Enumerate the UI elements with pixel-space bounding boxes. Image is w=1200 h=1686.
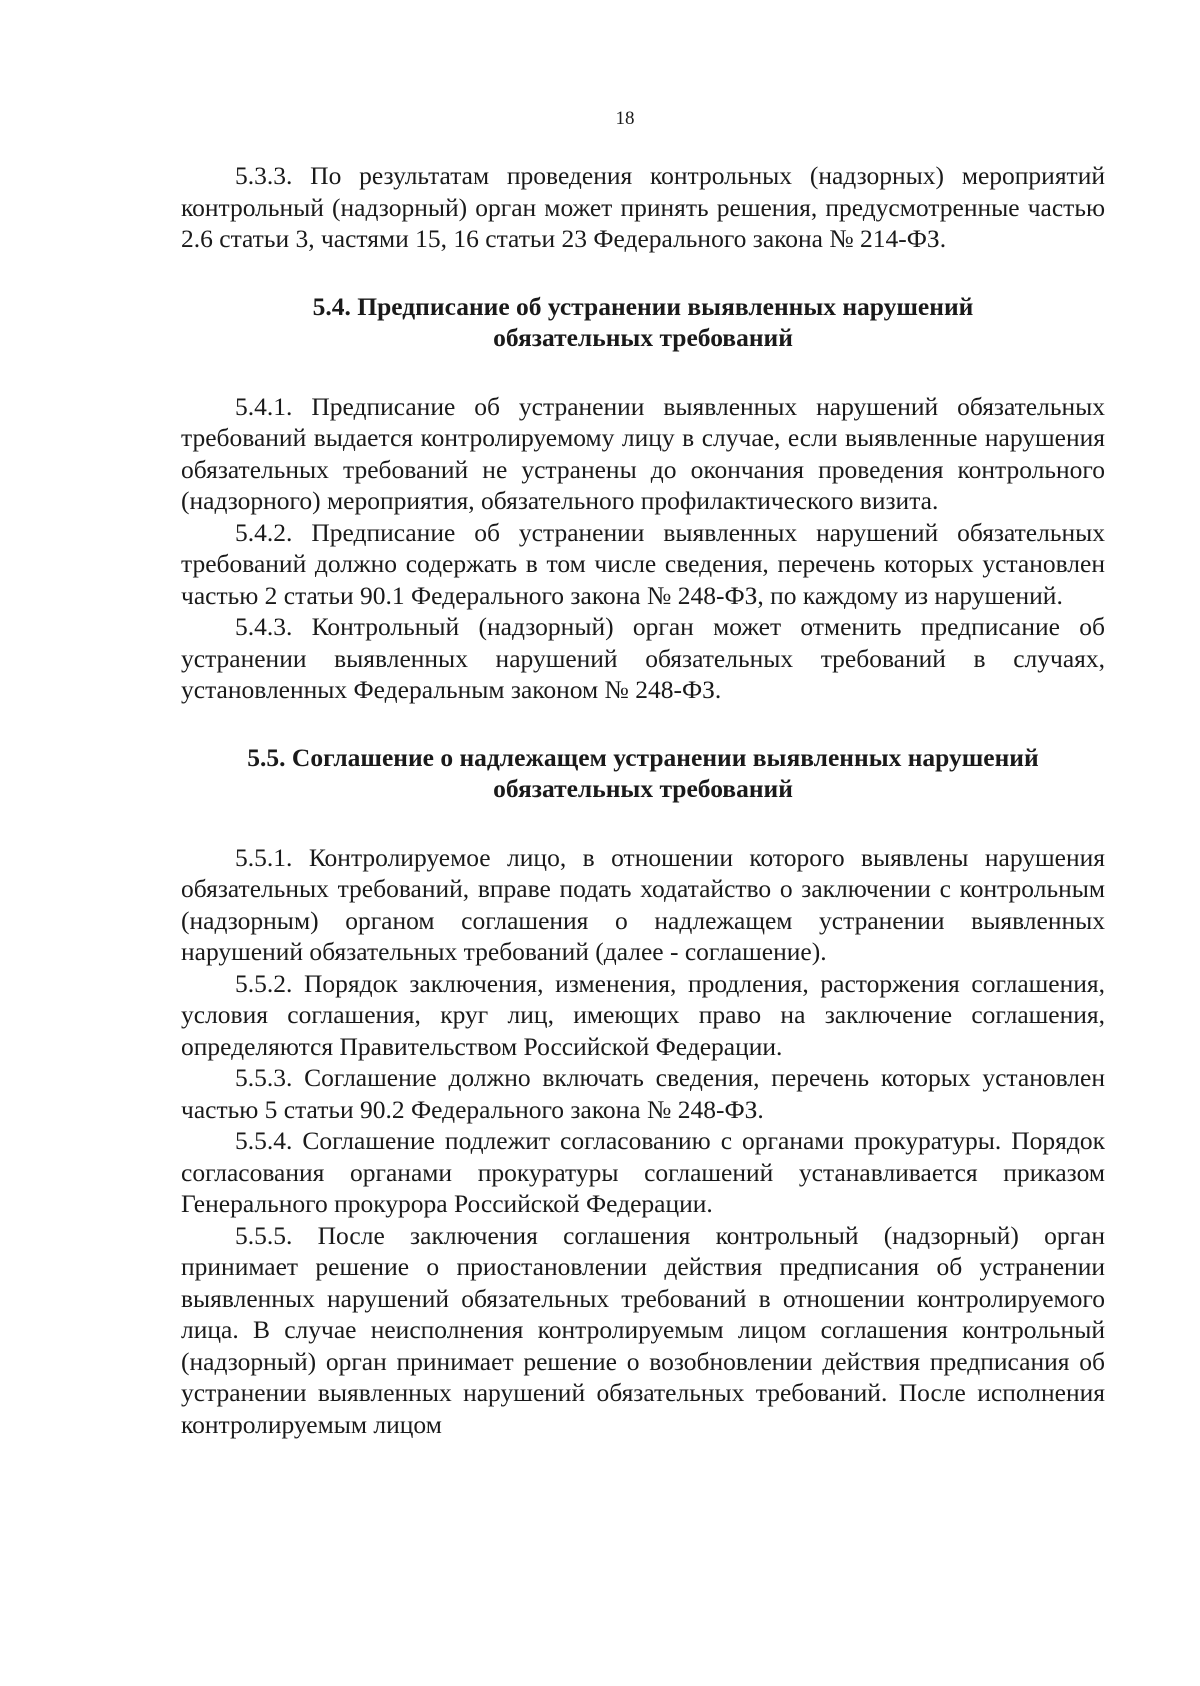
paragraph-5-4-3: 5.4.3. Контрольный (надзорный) орган может отменить предписание об устранении выявленных нарушений обязательных требований в случаях, установленных Федеральным законом № 248-ФЗ. — [181, 612, 1105, 704]
paragraph-5-5-2: 5.5.2. Порядок заключения, изменения, продления, расторжения соглашения, условия соглашения, круг лиц, имеющих право на заключение соглашения, определяются Правительством Российской Федерации. — [181, 968, 1105, 1061]
heading-line: 5.5. Соглашение о надлежащем устранении выявленных нарушений — [247, 742, 1039, 772]
paragraph-5-3-3: 5.3.3. По результатам проведения контрольных (надзорных) мероприятий контрольный (надзорный) орган может принять решения, предусмотренные частью 2.6 статьи 3, частями 15, 16 статьи 23 Федерального закона № 214-ФЗ. — [181, 161, 1105, 253]
paragraph-5-5-4: 5.5.4. Соглашение подлежит согласованию с органами прокуратуры. Порядок согласования органами прокуратуры соглашений устанавливается приказом Генерального прокурора Российской Федерации. — [181, 1126, 1105, 1218]
page-number: 18 — [615, 108, 635, 129]
section-heading-5-5 — [181, 742, 1105, 805]
paragraph-5-5-5: 5.5.5. После заключения соглашения контрольный (надзорный) орган принимает решение о приостановлении действия предписания об устранении выявленных нарушений обязательных требований в отношении контролируемого лица. В случае неисполнения контролируемым лицом соглашения контрольный (надзорный) орган принимает решение о возобновлении действия предписания об устранении выявленных нарушений обязательных требований. После исполнения контролируемым лицом — [181, 1220, 1105, 1439]
section-heading-5-4 — [181, 291, 1105, 354]
document-body — [181, 160, 1105, 1440]
heading-line: обязательных требований — [493, 323, 793, 352]
paragraph-5-5-3: 5.5.3. Соглашение должно включать сведения, перечень которых установлен частью 5 статьи 90.2 Федерального закона № 248-ФЗ. — [181, 1063, 1105, 1124]
paragraph-5-4-2: 5.4.2. Предписание об устранении выявленных нарушений обязательных требований должно содержать в том числе сведения, перечень которых установлен частью 2 статьи 90.1 Федерального закона № 248-ФЗ, по каждому из нарушений. — [181, 517, 1105, 610]
heading-line: 5.4. Предписание об устранении выявленных нарушений — [312, 291, 974, 321]
paragraph-5-5-1: 5.5.1. Контролируемое лицо, в отношении которого выявлены нарушения обязательных требований, вправе подать ходатайство о заключении с контрольным (надзорным) органом соглашения о надлежащем устранении выявленных нарушений обязательных требований (далее - соглашение). — [181, 842, 1105, 966]
heading-line: обязательных требований — [493, 774, 793, 803]
paragraph-5-4-1: 5.4.1. Предписание об устранении выявленных нарушений обязательных требований выдается контролируемому лицу в случае, если выявленные нарушения обязательных требований не устранены до окончания проведения контрольного (надзорного) мероприятия, обязательного профилактического визита. — [181, 391, 1105, 515]
